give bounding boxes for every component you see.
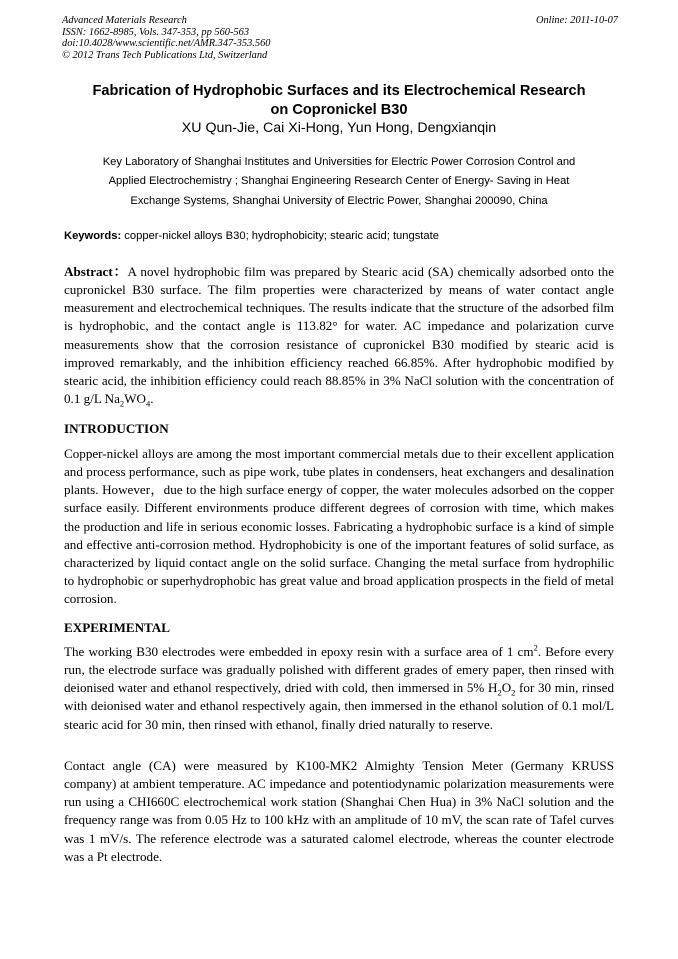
abstract-sub-2: 4	[145, 398, 151, 409]
experimental-paragraph-2: Contact angle (CA) were measured by K100-MK2 Almighty Tension Meter (Germany KRUSS company) at ambient temperature. AC impedance and potentiodynamic polarization measurements were run using a CHI660C electrochemical work station (Shanghai Chen Hua) in 3% NaCl solution and the frequency range was from 0.05 Hz to 100 kHz with an amplitude of 10 mV, the scan rate of Tafel curves was 1 mV/s. The reference electrode was a saturated calomel electrode, whereas the counter electrode was a Pt electrode.	[64, 758, 614, 864]
affiliation-line-2: Applied Electrochemistry ; Shanghai Engineering Research Center of Energy- Saving in Heat	[108, 175, 570, 188]
author-list: XU Qun-Jie, Cai Xi-Hong, Yun Hong, Dengxianqin	[181, 120, 497, 136]
online-date: Online: 2011-10-07	[535, 15, 618, 26]
abstract-sub-1: 2	[119, 398, 125, 409]
doi-line: doi:10.4028/www.scientific.net/AMR.347-353.560	[62, 38, 271, 50]
journal-name: Advanced Materials Research	[62, 15, 187, 26]
exp-p1-c: O	[501, 680, 512, 696]
affiliation-line-1: Key Laboratory of Shanghai Institutes and Universities for Electric Power Corrosion Control and	[102, 156, 576, 168]
exp-p1-sub-2: 2	[511, 687, 516, 698]
title-line-2: on Copronickel B30	[270, 102, 408, 118]
abstract	[64, 263, 614, 408]
copyright-line: © 2012 Trans Tech Publications Ltd, Switzerland	[62, 49, 268, 61]
keywords-label: Keywords:	[64, 230, 122, 242]
affiliation	[64, 153, 614, 211]
exp-p1-sub-1: 2	[497, 687, 502, 698]
keywords	[64, 229, 624, 243]
exp-p1-sup: 2	[533, 642, 538, 653]
paper-title	[40, 82, 638, 120]
abstract-end: .	[150, 391, 154, 407]
experimental-paragraph-1	[64, 643, 614, 734]
abstract-mid: WO	[124, 391, 146, 407]
exp-p1-d: for 30 min, rinsed with deionised water and ethanol respectively again, then immersed in the ethanol solution of 0.1 mol/L stearic acid for 30 min, then rinsed with ethanol, finally dried naturally to reserve.	[64, 680, 614, 732]
abstract-label: Abstract：	[64, 264, 128, 279]
exp-p1-a: The working B30 electrodes were embedded in epoxy resin with a surface area of 1 cm	[64, 644, 534, 659]
introduction-heading: INTRODUCTION	[64, 421, 169, 436]
issn-line: ISSN: 1662-8985, Vols. 347-353, pp 560-563	[62, 26, 250, 38]
journal-header	[62, 15, 618, 61]
exp-p1-b: . Before every run, the electrode surface was gradually polished with different grades of emery paper, then rinsed with deionised water and ethanol respectively, dried with cold, then immersed in 5% H	[64, 644, 615, 696]
affiliation-line-3: Exchange Systems, Shanghai University of Electric Power, Shanghai 200090, China	[130, 194, 548, 207]
keywords-text: copper-nickel alloys B30; hydrophobicity; stearic acid; tungstate	[121, 230, 439, 242]
title-line-1: Fabrication of Hydrophobic Surfaces and its Electrochemical Research	[92, 83, 586, 99]
introduction-paragraph: Copper-nickel alloys are among the most important commercial metals due to their excellent application and process performance, such as pipe work, tube plates in condensers, heat exchangers and desalination plants. However，due to the high surface energy of copper, the water molecules adsorbed on the copper surface easily. Different environments produce different degrees of corrosion with time, which makes the production and life in serious economic losses. Fabricating a hydrophobic surface is a kind of simple and effective anti-corrosion method. Hydrophobicity is one of the important features of solid surface, as characterized by liquid contact angle on the solid surface. Changing the metal surface from hydrophilic to hydrophobic or superhydrophobic has great value and broad application prospects in the field of metal corrosion.	[64, 446, 614, 607]
abstract-text: A novel hydrophobic film was prepared by Stearic acid (SA) chemically adsorbed onto the cupronickel B30 surface. The film properties were characterized by means of water contact angle measurement and electrochemical techniques. The results indicate that the structure of the adsorbed film is hydrophobic, and the contact angle is 113.82° for water. AC impedance and polarization curve measurements show that the corrosion resistance of cupronickel B30 modified by stearic acid is improved remarkably, and the inhibition efficiency reached 66.85%. After hydrophobic modified by stearic acid, the inhibition efficiency could reach 88.85% in 3% NaCl solution with the concentration of 0.1 g/L Na	[64, 264, 614, 407]
experimental-heading: EXPERIMENTAL	[64, 620, 170, 635]
